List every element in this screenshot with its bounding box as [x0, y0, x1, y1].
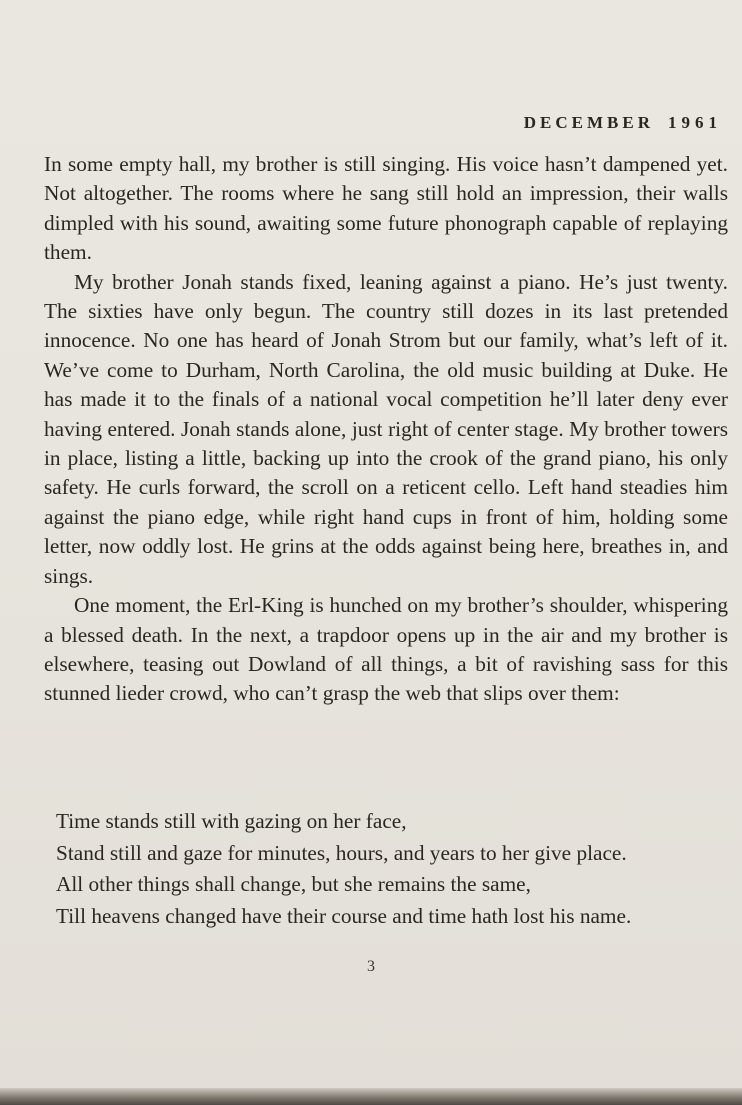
verse-line-1: Time stands still with gazing on her face, — [56, 809, 407, 833]
verse-line-2: Stand still and gaze for minutes, hours, and years to her give place. — [56, 840, 627, 865]
verse-line-3: All other things shall change, but she remains the same, — [56, 872, 531, 896]
body-text — [44, 150, 728, 709]
page-bottom-edge — [0, 1088, 742, 1105]
running-head-month: DECEMBER — [523, 113, 654, 132]
paragraph-1: In some empty hall, my brother is still singing. His voice hasn’t dampened yet. Not altogether. The rooms where he sang still hold an impression, their walls dimpled with his sound, awaiting some future phonograph capable of replaying them. — [44, 152, 728, 265]
verse-line-4: Till heavens changed have their course and time hath lost his name. — [56, 903, 632, 928]
paragraph-3: One moment, the Erl-King is hunched on my brother’s shoulder, whispering a blessed death. In the next, a trapdoor opens up in the air and my brother is elsewhere, teasing out Dowland of all things, a bit of ravishing sass for this stunned lieder crowd, who can’t grasp the web that slips over them: — [44, 593, 728, 706]
page-number: 3 — [367, 958, 375, 975]
running-head-year: 1961 — [668, 113, 722, 132]
verse-quote — [56, 806, 726, 932]
running-head — [524, 113, 722, 133]
paragraph-2: My brother Jonah stands fixed, leaning against a piano. He’s just twenty. The sixties have only begun. The country still dozes in its last pretended innocence. No one has heard of Jonah Strom but our family, what’s left of it. We’ve come to Durham, North Carolina, the old music building at Duke. He has made it to the finals of a national vocal competition he’ll later deny ever having entered. Jonah stands alone, just right of center stage. My brother towers in place, listing a little, backing up into the crook of the grand piano, his only safety. He curls forward, the scroll on a reticent cello. Left hand steadies him against the piano edge, while right hand cups in front of him, holding some letter, now oddly lost. He grins at the odds against being here, breathes in, and sings. — [44, 269, 728, 588]
